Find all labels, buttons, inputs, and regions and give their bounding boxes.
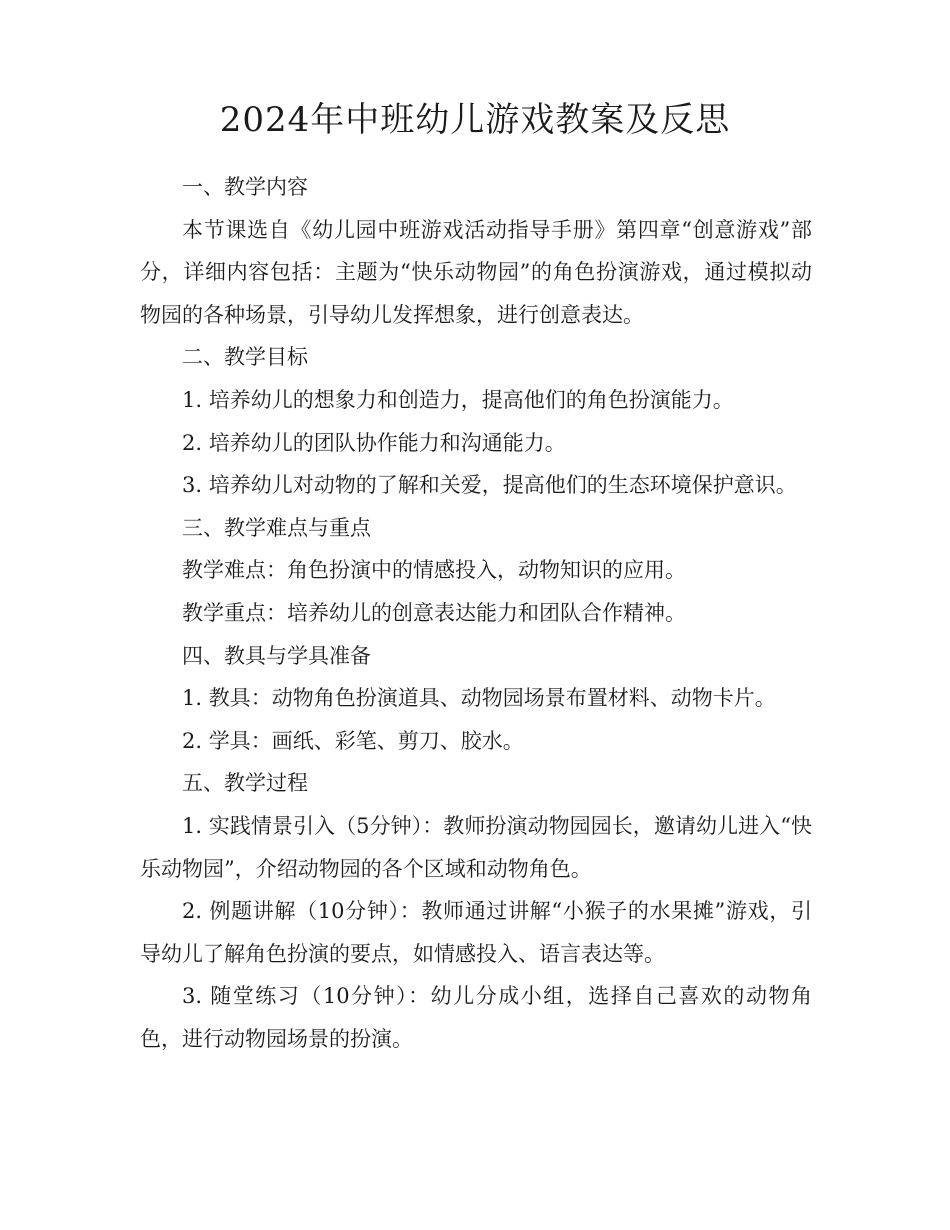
section-heading-teaching-goals: 二、教学目标 (182, 345, 308, 370)
document-title: 2024年中班幼儿游戏教案及反思 (219, 100, 731, 140)
key-point-text: 教学重点：培养幼儿的创意表达能力和团队合作精神。 (182, 600, 686, 625)
process-item-2: 2. 例题讲解（10分钟）：教师通过讲解“小猴子的水果摊”游戏，引导幼儿了解角色扮演的要点，如情感投入、语言表达等。 (140, 899, 812, 966)
section-heading-materials: 四、教具与学具准备 (182, 643, 371, 668)
process-item-3: 3. 随堂练习（10分钟）：幼儿分成小组，选择自己喜欢的动物角色，进行动物园场景的扮演。 (140, 984, 812, 1051)
goal-item-2: 2. 培养幼儿的团队协作能力和沟通能力。 (182, 430, 566, 455)
section-heading-process: 五、教学过程 (182, 771, 308, 796)
process-item-1: 1. 实践情景引入（5分钟）：教师扮演动物园园长，邀请幼儿进入“快乐动物园”，介绍动物园的各个区域和动物角色。 (140, 813, 812, 881)
section-heading-teaching-content: 一、教学内容 (182, 175, 308, 199)
difficulty-text: 教学难点：角色扮演中的情感投入，动物知识的应用。 (182, 558, 686, 583)
goal-item-3: 3. 培养幼儿对动物的了解和关爱，提高他们的生态环境保护意识。 (182, 473, 797, 498)
document-body (140, 166, 812, 1060)
materials-item-1: 1. 教具：动物角色扮演道具、动物园场景布置材料、动物卡片。 (182, 686, 776, 711)
paragraph-content-description: 本节课选自《幼儿园中班游戏活动指导手册》第四章“创意游戏”部分，详细内容包括：主题为“快乐动物园”的角色扮演游戏，通过模拟动物园的各种场景，引导幼儿发挥想象，进行创意表达。 (140, 217, 812, 327)
section-heading-difficulties: 三、教学难点与重点 (182, 515, 371, 540)
materials-item-2: 2. 学具：画纸、彩笔、剪刀、胶水。 (182, 728, 524, 753)
goal-item-1: 1. 培养幼儿的想象力和创造力，提高他们的角色扮演能力。 (182, 387, 734, 412)
